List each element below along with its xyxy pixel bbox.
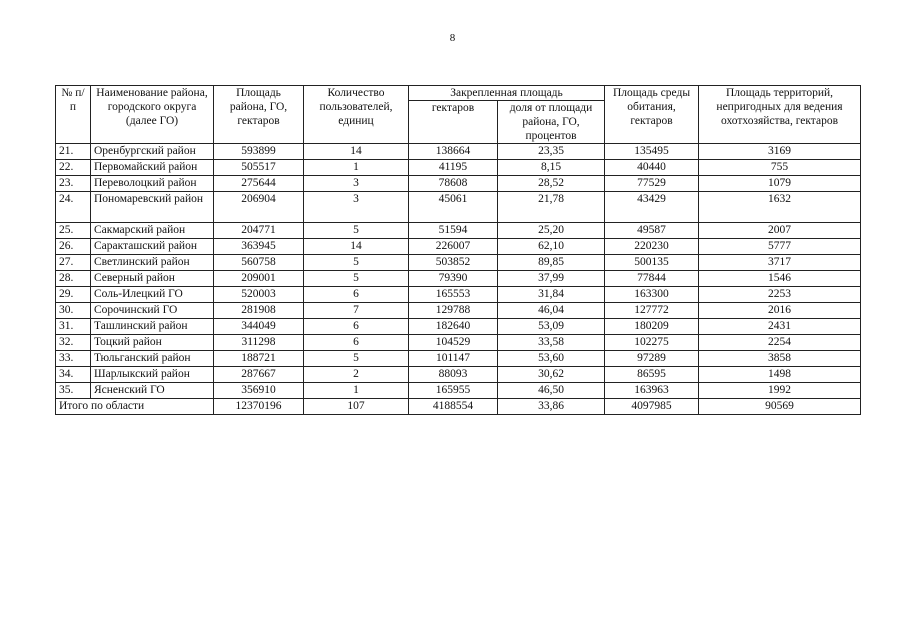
cell-name: Светлинский район: [91, 255, 214, 271]
cell-users: 5: [304, 271, 409, 287]
table-body: [56, 144, 861, 399]
cell-name: Оренбургский район: [91, 144, 214, 160]
cell-num: 32.: [56, 335, 91, 351]
cell-unsuitable: 2254: [699, 335, 861, 351]
cell-assigned-ha: 165553: [409, 287, 498, 303]
header-assigned: Закрепленная площадь: [409, 86, 605, 101]
table-row: [56, 367, 861, 383]
hunting-grounds-table: [55, 85, 861, 415]
cell-area: 275644: [214, 176, 304, 192]
cell-users: 6: [304, 335, 409, 351]
total-unsuitable: 90569: [699, 399, 861, 415]
cell-habitat: 180209: [605, 319, 699, 335]
cell-num: 31.: [56, 319, 91, 335]
cell-assigned-share: 37,99: [498, 271, 605, 287]
cell-name: Ташлинский район: [91, 319, 214, 335]
cell-name: Тоцкий район: [91, 335, 214, 351]
cell-assigned-ha: 165955: [409, 383, 498, 399]
cell-users: 3: [304, 192, 409, 223]
header-habitat: Площадь среды обитания, гектаров: [605, 86, 699, 144]
total-row: [56, 399, 861, 415]
cell-unsuitable: 5777: [699, 239, 861, 255]
total-label: Итого по области: [56, 399, 214, 415]
cell-habitat: 77529: [605, 176, 699, 192]
cell-users: 2: [304, 367, 409, 383]
cell-assigned-ha: 182640: [409, 319, 498, 335]
cell-assigned-share: 33,58: [498, 335, 605, 351]
cell-users: 1: [304, 160, 409, 176]
table-row: [56, 319, 861, 335]
cell-area: 281908: [214, 303, 304, 319]
total-assigned-ha: 4188554: [409, 399, 498, 415]
cell-unsuitable: 755: [699, 160, 861, 176]
cell-area: 593899: [214, 144, 304, 160]
table-row: [56, 383, 861, 399]
cell-assigned-share: 31,84: [498, 287, 605, 303]
cell-habitat: 49587: [605, 223, 699, 239]
cell-assigned-share: 23,35: [498, 144, 605, 160]
cell-users: 6: [304, 319, 409, 335]
cell-name: Соль-Илецкий ГО: [91, 287, 214, 303]
cell-area: 188721: [214, 351, 304, 367]
cell-unsuitable: 2007: [699, 223, 861, 239]
cell-area: 287667: [214, 367, 304, 383]
cell-num: 33.: [56, 351, 91, 367]
cell-num: 29.: [56, 287, 91, 303]
cell-habitat: 97289: [605, 351, 699, 367]
cell-assigned-ha: 45061: [409, 192, 498, 223]
cell-area: 204771: [214, 223, 304, 239]
total-area: 12370196: [214, 399, 304, 415]
cell-area: 356910: [214, 383, 304, 399]
cell-users: 7: [304, 303, 409, 319]
cell-name: Сакмарский район: [91, 223, 214, 239]
table-row: [56, 223, 861, 239]
page-number: 8: [449, 32, 456, 44]
cell-users: 5: [304, 351, 409, 367]
cell-unsuitable: 1498: [699, 367, 861, 383]
cell-assigned-share: 21,78: [498, 192, 605, 223]
cell-unsuitable: 2431: [699, 319, 861, 335]
header-unsuitable: Площадь территорий, непригодных для ведения охотхозяйства, гектаров: [699, 86, 861, 144]
cell-unsuitable: 3858: [699, 351, 861, 367]
cell-unsuitable: 1992: [699, 383, 861, 399]
cell-area: 206904: [214, 192, 304, 223]
cell-unsuitable: 1546: [699, 271, 861, 287]
cell-assigned-ha: 51594: [409, 223, 498, 239]
cell-num: 23.: [56, 176, 91, 192]
cell-habitat: 163300: [605, 287, 699, 303]
cell-unsuitable: 3169: [699, 144, 861, 160]
cell-assigned-share: 30,62: [498, 367, 605, 383]
total-habitat: 4097985: [605, 399, 699, 415]
cell-assigned-ha: 101147: [409, 351, 498, 367]
cell-habitat: 163963: [605, 383, 699, 399]
cell-assigned-ha: 79390: [409, 271, 498, 287]
cell-num: 22.: [56, 160, 91, 176]
cell-assigned-share: 53,60: [498, 351, 605, 367]
cell-habitat: 220230: [605, 239, 699, 255]
cell-name: Переволоцкий район: [91, 176, 214, 192]
cell-users: 14: [304, 144, 409, 160]
cell-area: 520003: [214, 287, 304, 303]
header-assigned-ha: гектаров: [409, 101, 498, 144]
cell-name: Сорочинский ГО: [91, 303, 214, 319]
cell-assigned-share: 8,15: [498, 160, 605, 176]
table-row: [56, 255, 861, 271]
cell-assigned-ha: 129788: [409, 303, 498, 319]
cell-users: 5: [304, 255, 409, 271]
cell-num: 21.: [56, 144, 91, 160]
cell-assigned-share: 28,52: [498, 176, 605, 192]
cell-num: 28.: [56, 271, 91, 287]
cell-habitat: 135495: [605, 144, 699, 160]
cell-assigned-ha: 503852: [409, 255, 498, 271]
cell-users: 5: [304, 223, 409, 239]
cell-users: 1: [304, 383, 409, 399]
cell-name: Пономаревский район: [91, 192, 214, 223]
cell-assigned-ha: 78608: [409, 176, 498, 192]
table-row: [56, 303, 861, 319]
total-assigned-share: 33,86: [498, 399, 605, 415]
cell-name: Шарлыкский район: [91, 367, 214, 383]
cell-assigned-share: 46,50: [498, 383, 605, 399]
table-row: [56, 144, 861, 160]
cell-area: 311298: [214, 335, 304, 351]
cell-num: 24.: [56, 192, 91, 223]
cell-users: 3: [304, 176, 409, 192]
cell-num: 34.: [56, 367, 91, 383]
header-area: Площадь района, ГО, гектаров: [214, 86, 304, 144]
cell-area: 363945: [214, 239, 304, 255]
cell-num: 27.: [56, 255, 91, 271]
cell-users: 6: [304, 287, 409, 303]
cell-habitat: 40440: [605, 160, 699, 176]
header-assigned-share: доля от площади района, ГО, процентов: [498, 101, 605, 144]
cell-name: Ясненский ГО: [91, 383, 214, 399]
cell-area: 209001: [214, 271, 304, 287]
header-num: № п/п: [56, 86, 91, 144]
cell-habitat: 43429: [605, 192, 699, 223]
cell-area: 344049: [214, 319, 304, 335]
cell-habitat: 127772: [605, 303, 699, 319]
header-users: Количество пользователей, единиц: [304, 86, 409, 144]
cell-assigned-ha: 88093: [409, 367, 498, 383]
cell-assigned-share: 53,09: [498, 319, 605, 335]
cell-num: 35.: [56, 383, 91, 399]
cell-unsuitable: 2016: [699, 303, 861, 319]
cell-assigned-share: 46,04: [498, 303, 605, 319]
table-row: [56, 160, 861, 176]
cell-unsuitable: 1632: [699, 192, 861, 223]
cell-assigned-share: 25,20: [498, 223, 605, 239]
table-row: [56, 351, 861, 367]
cell-assigned-ha: 138664: [409, 144, 498, 160]
cell-assigned-ha: 104529: [409, 335, 498, 351]
table-row: [56, 271, 861, 287]
cell-num: 25.: [56, 223, 91, 239]
header-row-top: [56, 86, 861, 101]
cell-assigned-share: 62,10: [498, 239, 605, 255]
cell-unsuitable: 2253: [699, 287, 861, 303]
cell-num: 26.: [56, 239, 91, 255]
cell-name: Первомайский район: [91, 160, 214, 176]
cell-unsuitable: 1079: [699, 176, 861, 192]
total-users: 107: [304, 399, 409, 415]
cell-name: Северный район: [91, 271, 214, 287]
cell-assigned-ha: 41195: [409, 160, 498, 176]
table-row: [56, 239, 861, 255]
cell-habitat: 77844: [605, 271, 699, 287]
cell-num: 30.: [56, 303, 91, 319]
cell-name: Саракташский район: [91, 239, 214, 255]
table-row: [56, 176, 861, 192]
cell-habitat: 102275: [605, 335, 699, 351]
cell-unsuitable: 3717: [699, 255, 861, 271]
cell-users: 14: [304, 239, 409, 255]
cell-habitat: 500135: [605, 255, 699, 271]
table-row: [56, 335, 861, 351]
table-row: [56, 192, 861, 223]
cell-habitat: 86595: [605, 367, 699, 383]
cell-area: 560758: [214, 255, 304, 271]
cell-assigned-ha: 226007: [409, 239, 498, 255]
header-name: Наименование района, городского округа (далее ГО): [91, 86, 214, 144]
cell-name: Тюльганский район: [91, 351, 214, 367]
table-row: [56, 287, 861, 303]
cell-assigned-share: 89,85: [498, 255, 605, 271]
cell-area: 505517: [214, 160, 304, 176]
